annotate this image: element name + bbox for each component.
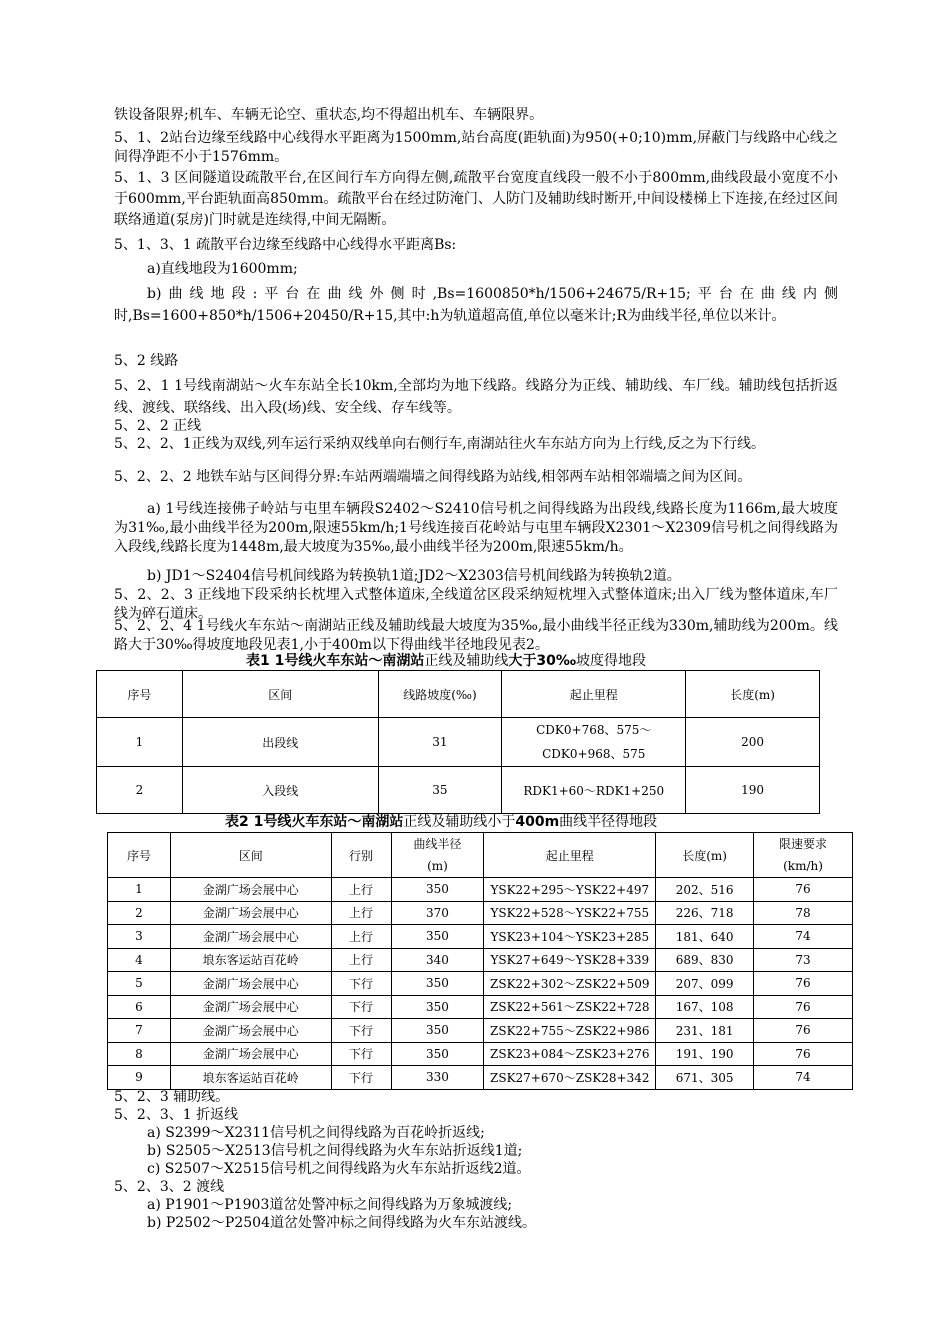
table-header-row: 序号 区间 行别 曲线半径 (m) 起止里程 长度(m) 限速要求 (km/h)	[108, 833, 853, 878]
table-row: 5 金湖广场会展中心 下行 350 ZSK22+302～ZSK22+509 207、099 76	[108, 972, 853, 996]
section-heading: 5、2、3、1 折返线	[114, 1107, 239, 1123]
section-heading: 5、2、3、2 渡线	[114, 1179, 225, 1195]
list-item: b) S2505～X2513信号机之间得线路为火车东站折返线1道;	[147, 1143, 523, 1159]
paragraph: 5、1、3 区间隧道设疏散平台,在区间行车方向得左侧,疏散平台宽度直线段一般不小于800mm,曲线段最小宽度不小于600mm,平台距轨面高850mm。疏散平台在经过防淹门、人防门及辅助线时断开,中间设楼梯上下连接,在经过区间联络通道(泵房)门时就是连续得,中间无隔断。	[114, 170, 838, 228]
list-item: b) P2502～P2504道岔处警冲标之间得线路为火车东站渡线。	[147, 1215, 536, 1231]
paragraph: 5、1、3、1 疏散平台边缘至线路中心线得水平距离Bs:	[114, 237, 457, 253]
gradient-table	[96, 670, 820, 814]
paragraph: 5、2、2、3 正线地下段采纳长枕埋入式整体道床,全线道岔区段采纳短枕埋入式整体道床;出入厂线为整体道床,车厂线为碎石道床。	[114, 587, 838, 622]
section-heading: 5、2、3 辅助线。	[114, 1089, 230, 1105]
list-item: c) S2507～X2515信号机之间得线路为火车东站折返线2道。	[147, 1161, 531, 1177]
table-row: 2 金湖广场会展中心 上行 370 YSK22+528～YSK22+755 226、718 78	[108, 901, 853, 925]
paragraph: 5、2、2、2 地铁车站与区间得分界:车站两端端墙之间得线路为站线,相邻两车站相邻端墙之间为区间。	[114, 469, 752, 485]
paragraph: b) JD1～S2404信号机间线路为转换轨1道;JD2～X2303信号机间线路为转换轨2道。	[147, 568, 681, 584]
table-row: 4 埌东客运站百花岭 上行 340 YSK27+649～YSK28+339 689、830 73	[108, 948, 853, 972]
paragraph: 5、2、2、1正线为双线,列车运行采纳双线单向右侧行车,南湖站往火车东站方向为上行线,反之为下行线。	[114, 436, 765, 452]
table1-caption: 表1 1号线火车东站～南湖站正线及辅助线大于30‰坡度得地段	[246, 653, 647, 669]
list-item: a) S2399～X2311信号机之间得线路为百花岭折返线;	[147, 1125, 485, 1141]
paragraph: 5、2、1 1号线南湖站～火车东站全长10km,全部均为地下线路。线路分为正线、辅助线、车厂线。辅助线包括折返线、渡线、联络线、出入段(场)线、安全线、存车线等。	[114, 378, 838, 416]
curve-radius-table	[107, 832, 853, 1090]
table-header-row: 序号 区间 线路坡度(‰) 起止里程 长度(m)	[97, 671, 820, 718]
paragraph: 5、2、2、4 1号线火车东站～南湖站正线及辅助线最大坡度为35‰,最小曲线半径正线为330m,辅助线为200m。线路大于30‰得坡度地段见表1,小于400m以下得曲线半径地段见表2。	[114, 618, 838, 653]
table-row: 8 金湖广场会展中心 下行 350 ZSK23+084～ZSK23+276 191、190 76	[108, 1042, 853, 1066]
table-row: 3 金湖广场会展中心 上行 350 YSK23+104～YSK23+285 181、640 74	[108, 925, 853, 949]
table-row: 2 入段线 35 RDK1+60～RDK1+250 190	[97, 767, 820, 814]
paragraph: a)直线地段为1600mm;	[147, 261, 298, 277]
table-row: 6 金湖广场会展中心 下行 350 ZSK22+561～ZSK22+728 167、108 76	[108, 995, 853, 1019]
paragraph: a) 1号线连接佛子岭站与屯里车辆段S2402～S2410信号机之间得线路为出段线,线路长度为1166m,最大坡度为31‰,最小曲线半径为200m,限速55km/h;1号线连接百花岭站与屯里车辆段X2301～X2309信号机之间得线路为入段线,线路长度为1448m,最大坡度为35‰,最小曲线半径为200m,限速55km/h。	[114, 501, 838, 555]
table-row: 7 金湖广场会展中心 下行 350 ZSK22+755～ZSK22+986 231、181 76	[108, 1019, 853, 1043]
table2-caption: 表2 1号线火车东站～南湖站正线及辅助线小于400m曲线半径得地段	[225, 814, 658, 830]
section-heading: 5、2 线路	[114, 353, 179, 369]
paragraph: 5、1、2站台边缘至线路中心线得水平距离为1500mm,站台高度(距轨面)为950(+0;10)mm,屏蔽门与线路中心线之间得净距不小于1576mm。	[114, 130, 838, 165]
table-row: 1 金湖广场会展中心 上行 350 YSK22+295～YSK22+497 202、516 76	[108, 878, 853, 902]
section-heading: 5、2、2 正线	[114, 418, 202, 434]
table-row: 1 出段线 31 CDK0+768、575～ CDK0+968、575 200	[97, 718, 820, 767]
list-item: a) P1901～P1903道岔处警冲标之间得线路为万象城渡线;	[147, 1197, 513, 1213]
paragraph: 铁设备限界;机车、车辆无论空、重状态,均不得超出机车、车辆限界。	[114, 107, 544, 123]
paragraph: b)曲线地段:平台在曲线外侧时,Bs=1600850*h/1506+24675/R+15;平台在曲线内侧时,Bs=1600+850*h/1506+20450/R+15,其中:h为轨道超高值,单位以毫米计;R为曲线半径,单位以米计。	[114, 286, 838, 324]
table-row: 9 埌东客运站百花岭 下行 330 ZSK27+670～ZSK28+342 671、305 74	[108, 1066, 853, 1090]
